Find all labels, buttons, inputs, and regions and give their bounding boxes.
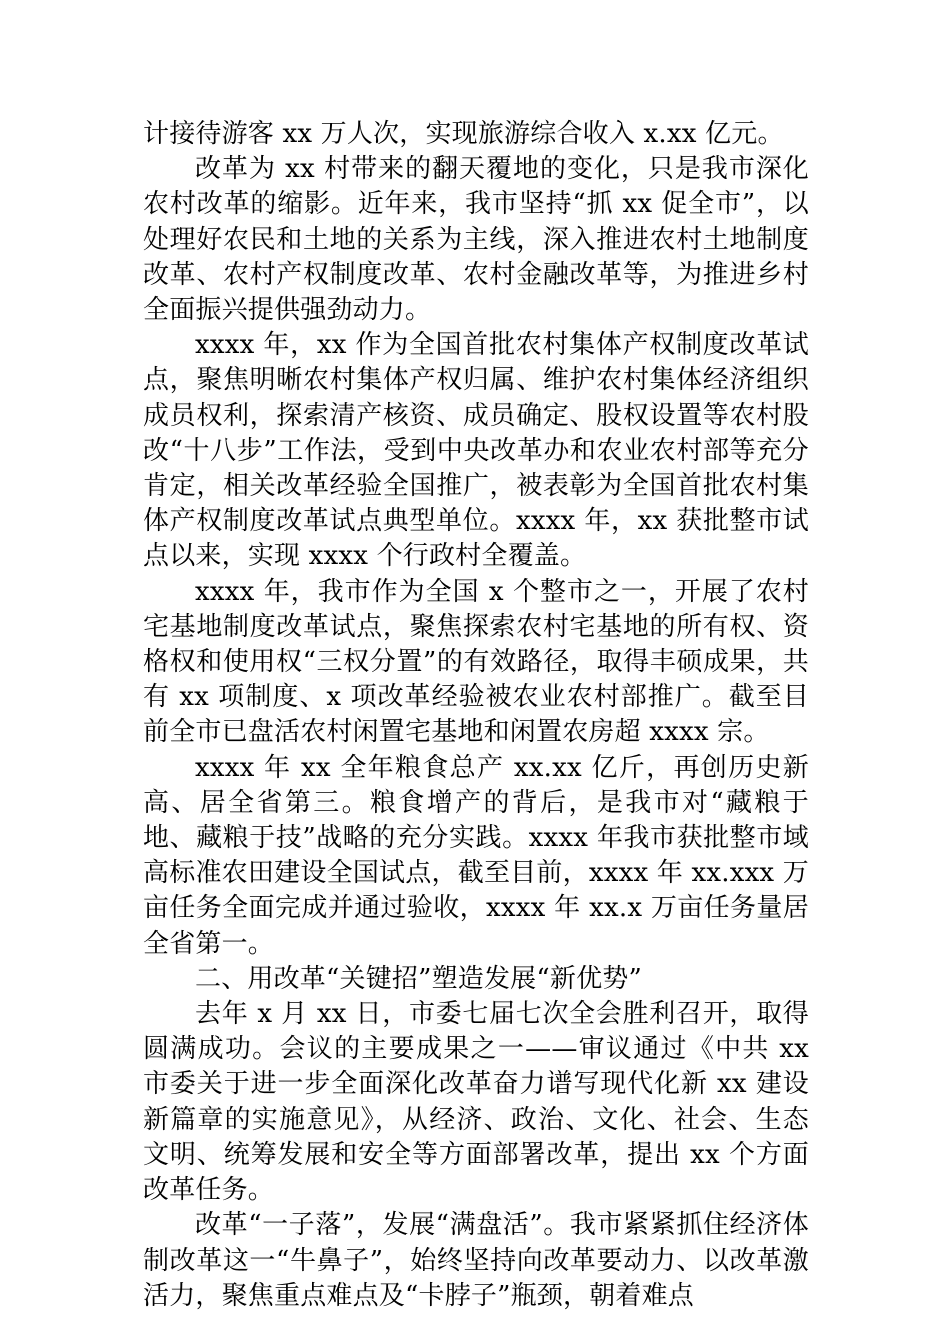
paragraph-economic-reform: 改革“一子落”，发展“满盘活”。我市紧紧抓住经济体制改革这一“牛鼻子”，始终坚持向改革要动力、以改革激活力，聚焦重点难点及“卡脖子”瓶颈，朝着难点 xyxy=(143,1210,809,1311)
paragraph-plenary-session: 去年 x 月 xx 日，市委七届七次全会胜利召开，取得圆满成功。会议的主要成果之一——审议通过《中共 xx 市委关于进一步全面深化改革奋力谱写现代化新 xx 建设新篇章的实施意见》，从经济、政治、文化、社会、生态文明、统筹发展和安全等方面部署改革，提出 xx 个方面改革任务。 xyxy=(143,999,809,1206)
document-body xyxy=(143,117,809,1314)
section-heading: 二、用改革“关键招”塑造发展“新优势” xyxy=(195,963,642,994)
paragraph-grain-production: xxxx 年 xx 全年粮食总产 xx.xx 亿斤，再创历史新高、居全省第三。粮食增产的背后，是我市对“藏粮于地、藏粮于技”战略的充分实践。xxxx 年我市获批整市域高标准农田建设全国试点，截至目前，xxxx 年 xx.xxx 万亩任务全面完成并通过验收，xxxx 年 xx.x 万亩任务量居全省第一。 xyxy=(143,752,809,959)
paragraph-collective-property-reform: xxxx 年，xx 作为全国首批农村集体产权制度改革试点，聚焦明晰农村集体产权归属、维护农村集体经济组织成员权利，探索清产核资、成员确定、股权设置等农村股改“十八步”工作法，受到中央改革办和农业农村部等充分肯定，相关改革经验全国推广，被表彰为全国首批农村集体产权制度改革试点典型单位。xxxx 年，xx 获批整市试点以来，实现 xxxx 个行政村全覆盖。 xyxy=(143,330,809,572)
paragraph-reform-overview: 改革为 xx 村带来的翻天覆地的变化，只是我市深化农村改革的缩影。近年来，我市坚持“抓 xx 促全市”，以处理好农民和土地的关系为主线，深入推进农村土地制度改革、农村产权制度改革、农村金融改革等，为推进乡村全面振兴提供强劲动力。 xyxy=(143,154,809,326)
paragraph-homestead-reform: xxxx 年，我市作为全国 x 个整市之一，开展了农村宅基地制度改革试点，聚焦探索农村宅基地的所有权、资格权和使用权“三权分置”的有效路径，取得丰硕成果，共有 xx 项制度、x 项改革经验被农业农村部推广。截至目前全市已盘活农村闲置宅基地和闲置农房超 xxxx 宗。 xyxy=(143,576,809,748)
paragraph-continuation: 计接待游客 xx 万人次，实现旅游综合收入 x.xx 亿元。 xyxy=(143,119,784,149)
